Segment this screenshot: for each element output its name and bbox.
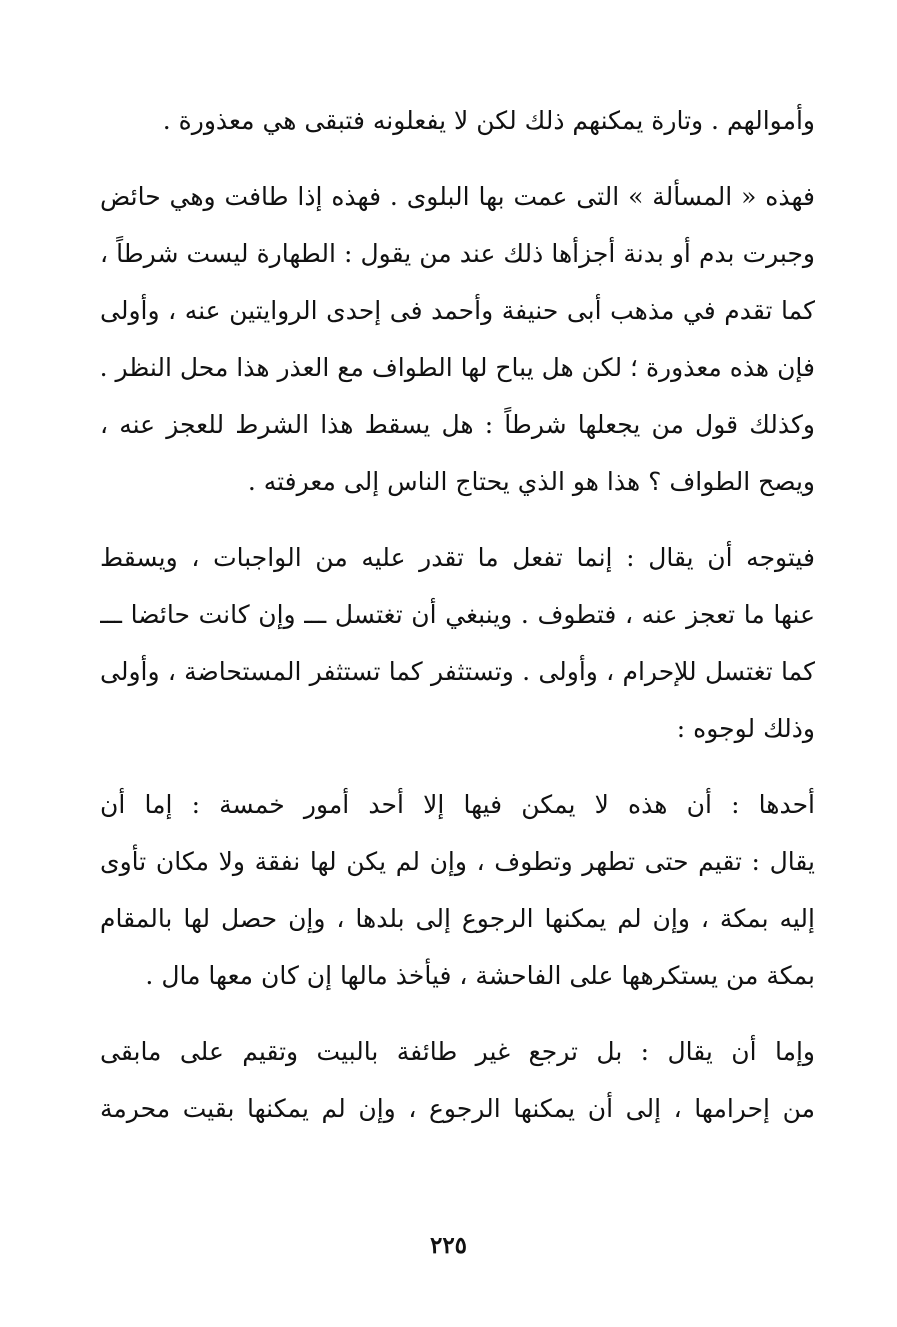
paragraph-gap	[100, 1004, 815, 1023]
text-line: كما تغتسل للإحرام ، وأولى . وتستثفر كما تستثفر المستحاضة ، وأولى	[100, 657, 815, 686]
text-line: يقال : تقيم حتى تطهر وتطوف ، وإن لم يكن لها نفقة ولا مكان تأوى	[100, 847, 815, 876]
text-line: فهذه « المسألة » التى عمت بها البلوى . فهذه إذا طافت وهي حائض	[100, 182, 815, 211]
page-number: ٢٢٥	[429, 1232, 468, 1259]
text-line: وكذلك قول من يجعلها شرطاً : هل يسقط هذا الشرط للعجز عنه ،	[100, 410, 815, 439]
text-line: فيتوجه أن يقال : إنما تفعل ما تقدر عليه من الواجبات ، ويسقط	[100, 543, 815, 572]
text-line: بمكة من يستكرهها على الفاحشة ، فيأخذ مالها إن كان معها مال .	[145, 961, 815, 990]
text-line: عنها ما تعجز عنه ، فتطوف . وينبغي أن تغتسل ـــ وإن كانت حائضا ـــ	[100, 600, 815, 629]
text-line: من إحرامها ، إلى أن يمكنها الرجوع ، وإن لم يمكنها بقيت محرمة	[100, 1094, 815, 1123]
text-line: ويصح الطواف ؟ هذا هو الذي يحتاج الناس إلى معرفته .	[247, 467, 815, 496]
paragraph-gap	[100, 757, 815, 776]
text-line: وإما أن يقال : بل ترجع غير طائفة بالبيت وتقيم على مابقى	[100, 1037, 815, 1066]
paragraph-3	[100, 529, 815, 757]
text-line: وذلك لوجوه :	[676, 714, 815, 743]
text-line: إليه بمكة ، وإن لم يمكنها الرجوع إلى بلدها ، وإن حصل لها بالمقام	[100, 904, 815, 933]
paragraph-2	[100, 168, 815, 510]
paragraph-1	[100, 92, 815, 149]
paragraph-5	[100, 1023, 815, 1137]
text-line: أحدها : أن هذه لا يمكن فيها إلا أحد أمور خمسة : إما أن	[100, 790, 815, 819]
text-line: وأموالهم . وتارة يمكنهم ذلك لكن لا يفعلونه فتبقى هي معذورة .	[162, 106, 815, 135]
text-line: كما تقدم في مذهب أبى حنيفة وأحمد فى إحدى الروايتين عنه ، وأولى	[100, 296, 815, 325]
paragraph-4	[100, 776, 815, 1004]
body-text	[100, 92, 815, 1137]
text-line: فإن هذه معذورة ؛ لكن هل يباح لها الطواف مع العذر هذا محل النظر .	[100, 353, 815, 382]
text-line: وجبرت بدم أو بدنة أجزأها ذلك عند من يقول : الطهارة ليست شرطاً ،	[100, 239, 815, 268]
paragraph-gap	[100, 510, 815, 529]
paragraph-gap	[100, 149, 815, 168]
